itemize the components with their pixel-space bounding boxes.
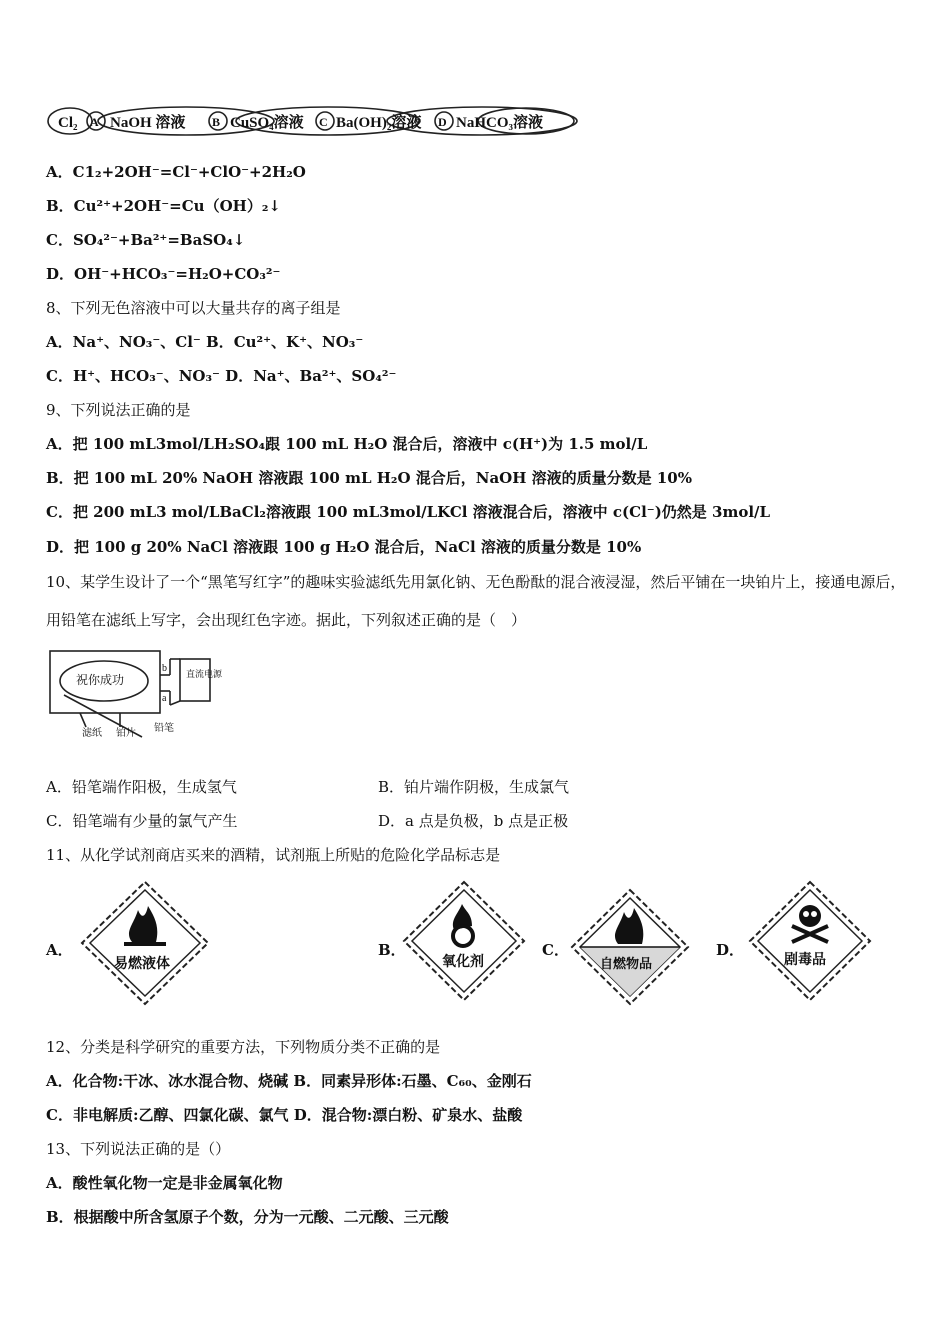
q13-option-a: A．酸性氧化物一定是非金属氧化物: [46, 1174, 283, 1192]
spontaneous-combustion-sign-icon: [570, 888, 690, 1006]
diagram-label-naoh: NaOH 溶液: [110, 115, 186, 131]
diagram-label-a: A: [90, 115, 99, 129]
diagram-label-c: C: [319, 115, 328, 129]
q9-option-c: C．把 200 mL3 mol/LBaCl₂溶液跟 100 mL3mol/LKCl 溶液混合后，溶液中 c(Cl⁻)仍然是 3mol/L: [46, 503, 771, 521]
q7-option-b: B．Cu²⁺+2OH⁻=Cu（OH）₂↓: [46, 197, 281, 215]
figure-written-text: 祝你成功: [76, 673, 125, 687]
q11-letter-a: A．: [46, 941, 73, 959]
q10-stem: 10、某学生设计了一个“黑笔写红字”的趣味实验滤纸先用氯化钠、无色酚酞的混合液浸湿，然后平铺在一块铂片上，接通电源后，用铅笔在滤纸上写字，会出现红色字迹。据此，下列叙述正确的是（ ）: [46, 573, 906, 629]
q9-stem: 9、下列说法正确的是: [46, 401, 191, 419]
q11-letter-b: B．: [378, 941, 406, 959]
q13-option-b: B．根据酸中所含氢原子个数，分为一元酸、二元酸、三元酸: [46, 1208, 449, 1226]
q12-options-row2: C．非电解质:乙醇、四氯化碳、氯气 D．混合物:漂白粉、矿泉水、盐酸: [46, 1106, 523, 1124]
diagram-label-cuso4: CuSO₄溶液: [230, 115, 304, 131]
q7-option-a: A．C1₂+2OH⁻=Cl⁻+ClO⁻+2H₂O: [46, 163, 306, 181]
q11-letter-c: C．: [542, 941, 569, 959]
diagram-label-baoh2: Ba(OH)₂溶液: [336, 115, 422, 131]
q11-stem: 11、从化学试剂商店买来的酒精，试剂瓶上所贴的危险化学品标志是: [46, 846, 501, 864]
q8-options-row1: A．Na⁺、NO₃⁻、Cl⁻ B．Cu²⁺、K⁺、NO₃⁻: [46, 333, 364, 351]
q10-option-b: B．铂片端作阴极，生成氯气: [378, 778, 570, 796]
sign-label-toxic: 剧毒品: [784, 953, 826, 968]
diagram-label-nahco3: NaHCO₃溶液: [456, 115, 543, 131]
figure-power-label: 直流电源: [186, 669, 223, 679]
q11-letter-d: D．: [716, 941, 745, 959]
q9-option-b: B．把 100 mL 20% NaOH 溶液跟 100 mL H₂O 混合后，NaOH 溶液的质量分数是 10%: [46, 469, 692, 487]
q10-option-d: D．a 点是负极，b 点是正极: [378, 812, 569, 830]
sign-label-spontaneous: 自燃物品: [600, 956, 653, 971]
diagram-label-b: B: [212, 115, 221, 129]
q9-option-d: D．把 100 g 20% NaCl 溶液跟 100 g H₂O 混合后，NaCl 溶液的质量分数是 10%: [46, 538, 642, 556]
reaction-chain-diagram: [46, 102, 586, 140]
electrolysis-figure: [46, 645, 223, 739]
figure-label-pencil: 铅笔: [154, 723, 174, 734]
figure-point-b: b: [162, 663, 167, 674]
oxidizer-sign-icon: [402, 880, 526, 1002]
sign-label-oxidizer: 氧化剂: [442, 955, 484, 970]
q7-option-d: D．OH⁻+HCO₃⁻=H₂O+CO₃²⁻: [46, 265, 281, 283]
q10-option-a: A．铅笔端作阳极，生成氢气: [46, 778, 237, 796]
figure-label-platinum: 铂片: [116, 728, 136, 739]
q9-option-a: A．把 100 mL3mol/LH₂SO₄跟 100 mL H₂O 混合后，溶液中 c(H⁺)为 1.5 mol/L: [46, 435, 648, 453]
figure-label-filter: 滤纸: [82, 728, 102, 739]
diagram-label-d: D: [438, 115, 447, 129]
q13-stem: 13、下列说法正确的是（）: [46, 1140, 231, 1158]
q12-stem: 12、分类是科学研究的重要方法，下列物质分类不正确的是: [46, 1038, 441, 1056]
q7-option-c: C．SO₄²⁻+Ba²⁺=BaSO₄↓: [46, 231, 246, 249]
toxic-sign-icon: [748, 880, 872, 1002]
q10-option-c: C．铅笔端有少量的氯气产生: [46, 812, 238, 830]
diagram-label-cl2: Cl₂: [58, 115, 78, 131]
sign-label-flammable: 易燃液体: [114, 957, 170, 972]
q8-stem: 8、下列无色溶液中可以大量共存的离子组是: [46, 299, 341, 317]
q8-options-row2: C．H⁺、HCO₃⁻、NO₃⁻ D．Na⁺、Ba²⁺、SO₄²⁻: [46, 367, 397, 385]
q12-options-row1: A．化合物:干冰、冰水混合物、烧碱 B．同素异形体:石墨、C₆₀、金刚石: [46, 1072, 532, 1090]
flammable-liquid-sign-icon: [80, 880, 210, 1006]
figure-point-a: a: [162, 693, 167, 704]
